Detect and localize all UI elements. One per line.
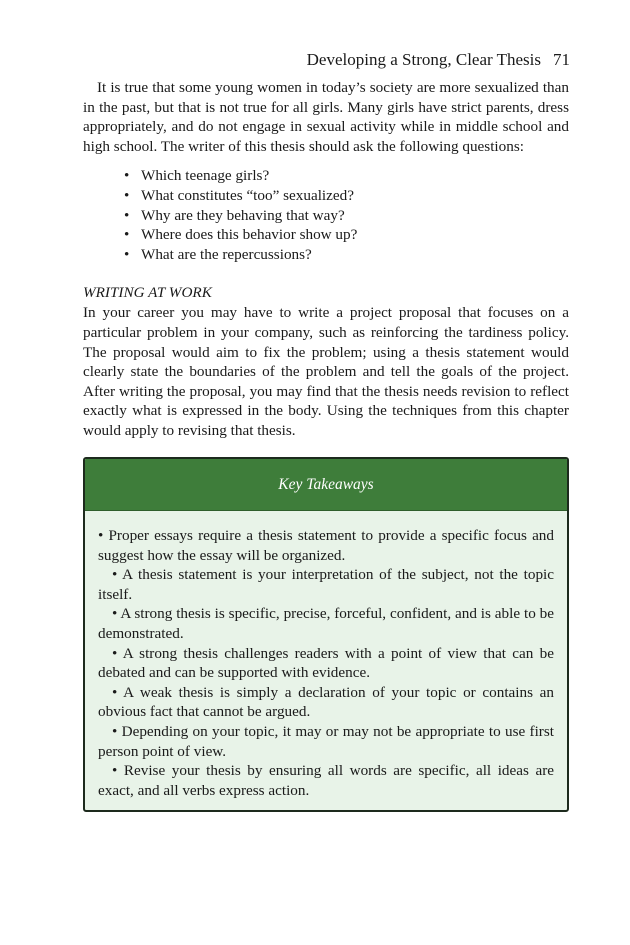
bullet-icon: •: [124, 186, 130, 204]
main-content: [83, 78, 569, 441]
takeaway-item: • Depending on your topic, it may or may not be appropriate to use first person point of view.: [98, 722, 554, 760]
question-text: What are the repercussions?: [141, 245, 312, 263]
key-takeaways-body: [85, 511, 567, 800]
running-head: [307, 50, 570, 70]
bullet-icon: •: [124, 206, 130, 224]
key-takeaways-header: [85, 459, 567, 511]
list-item: [124, 225, 569, 245]
question-text: Where does this behavior show up?: [141, 226, 358, 244]
key-takeaways-title: Key Takeaways: [278, 475, 374, 493]
page-number: 71: [553, 50, 570, 69]
writing-at-work-body: In your career you may have to write a project proposal that focuses on a particular problem in your company, such as reinforcing the tardiness policy. The proposal would aim to fix the problem; using a thesis statement would clearly state the boundaries of the problem and tell the goals of the project. After writing the proposal, you may find that the thesis needs revision to reflect exactly what is expressed in the body. Using the techniques from this chapter would apply to revising that thesis.: [83, 304, 569, 439]
question-text: What constitutes “too” sexualized?: [141, 186, 354, 204]
takeaway-item: • A strong thesis challenges readers with a point of view that can be debated and can be supported with evidence.: [98, 644, 554, 682]
takeaway-item: • A strong thesis is specific, precise, forceful, confident, and is able to be demonstrated.: [98, 605, 554, 642]
bullet-icon: •: [124, 226, 130, 244]
takeaway-item: • A weak thesis is simply a declaration of your topic or contains an obvious fact that cannot be argued.: [98, 683, 554, 721]
bullet-icon: •: [124, 245, 130, 263]
takeaway-item: • Revise your thesis by ensuring all words are specific, all ideas are exact, and all verbs express action.: [98, 762, 554, 799]
key-takeaways-box: [83, 457, 569, 812]
list-item: [124, 166, 569, 186]
takeaway-item: • A thesis statement is your interpretation of the subject, not the topic itself.: [98, 566, 554, 603]
intro-paragraph: It is true that some young women in today’s society are more sexualized than in the past, but that is not true for all girls. Many girls have strict parents, dress appropriately, and do not engage in sexual activity while in middle school and high school. The writer of this thesis should ask the following questions:: [83, 79, 569, 155]
list-item: [124, 245, 569, 265]
question-text: Which teenage girls?: [141, 167, 270, 185]
list-item: [124, 206, 569, 226]
question-text: Why are they behaving that way?: [141, 206, 345, 224]
writing-at-work-heading: WRITING AT WORK: [83, 284, 212, 302]
question-list: [83, 166, 569, 264]
list-item: [124, 186, 569, 206]
bullet-icon: •: [124, 167, 130, 185]
running-head-title: Developing a Strong, Clear Thesis: [306, 50, 541, 69]
takeaway-item: • Proper essays require a thesis statement to provide a specific focus and suggest how the essay will be organized.: [98, 527, 554, 564]
